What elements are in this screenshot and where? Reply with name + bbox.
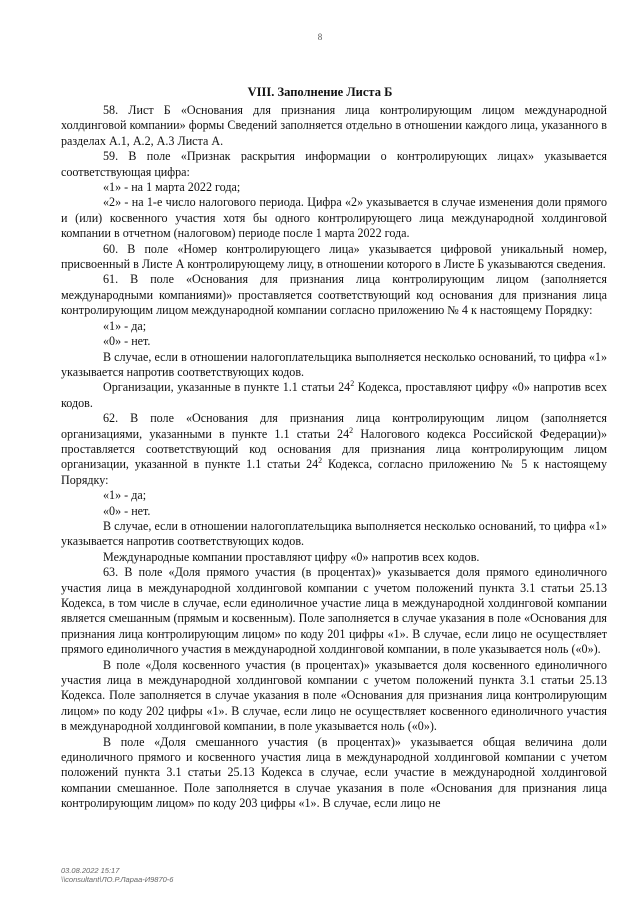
- paragraph-63: 63. В поле «Доля прямого участия (в процентах)» указывается доля прямого единоличного участия лица в международной холдинговой компании с учетом положений пункта 3.1 статьи 25.13 Кодекса, в том числе в случае, если единоличное участие лица в международной холдинговой компании является смешанным (прямым и косвенным). Поле заполняется в случае указания в поле «Основания для признания лица контролирующим лицом» по коду 201 цифры «1». В случае, если лицо не осуществляет прямого единоличного участия в международной холдинговой компании, в поле указывается ноль («0»).: [61, 565, 607, 657]
- paragraph-61-note-2: [61, 380, 607, 411]
- document-body: [61, 103, 607, 812]
- paragraph-63-indirect: В поле «Доля косвенного участия (в процентах)» указывается доля косвенного единоличного участия лица в международной холдинговой компании с учетом положений пункта 3.1 статьи 25.13 Кодекса. Поле заполняется в случае указания в поле «Основания для признания лица контролирующим лицом» по коду 202 цифры «1». В случае, если лицо не осуществляет косвенного единоличного участия в международной холдинговой компании, в поле указывается ноль («0»).: [61, 657, 607, 734]
- superscript: 2: [349, 425, 354, 435]
- paragraph-61: 61. В поле «Основания для признания лица контролирующим лицом (заполняется международными компаниями)» проставляется соответствующий код основания для признания лица контролирующим лицом международной компании согласно приложению № 4 к настоящему Порядку:: [61, 272, 607, 318]
- page-number: 8: [317, 32, 323, 42]
- paragraph-62-text-b: Налогового кодекса Российской Федерации)» проставляется соответствующий код основания для признания лица контролирующим лицом организации, указанной в пункте 1.1 статьи 24: [61, 426, 607, 472]
- section-heading: VIII. Заполнение Листа Б: [247, 85, 393, 99]
- superscript: 2: [350, 379, 355, 389]
- paragraph-61-option-2: «0» - нет.: [103, 334, 151, 349]
- paragraph-62-note-1: В случае, если в отношении налогоплательщика выполняется несколько оснований, то цифра «1» указывается напротив соответствующих кодов.: [61, 518, 607, 549]
- footer-path: \\consultant\ЛО.Р.Лараа-И9870-6: [61, 875, 174, 884]
- paragraph-62-note-2: Международные компании проставляют цифру «0» напротив всех кодов.: [103, 549, 480, 564]
- paragraph-59: 59. В поле «Признак раскрытия информации о контролирующих лицах» указывается соответствующая цифра:: [61, 149, 607, 179]
- footer-timestamp: 03.08.2022 15:17: [61, 866, 120, 875]
- paragraph-62: [61, 411, 607, 488]
- superscript: 2: [318, 456, 323, 466]
- paragraph-60: 60. В поле «Номер контролирующего лица» указывается цифровой уникальный номер, присвоенный в Листе А контролирующему лицу, в отношении которого в Листе Б указываются сведения.: [61, 241, 607, 272]
- paragraph-59-option-1: «1» - на 1 марта 2022 года;: [103, 180, 241, 195]
- footer-stamp: [61, 866, 173, 884]
- paragraph-61-option-1: «1» - да;: [103, 318, 147, 333]
- paragraph-62-text-c: Кодекса, согласно приложению № 5 к настоящему Порядку:: [61, 457, 608, 487]
- paragraph-62-option-1: «1» - да;: [103, 488, 147, 503]
- paragraph-61-note-2-text-a: Организации, указанные в пункте 1.1 статьи 24: [103, 380, 351, 395]
- paragraph-63-mixed: В поле «Доля смешанного участия (в процентах)» указывается общая величина доли единоличного прямого и косвенного участия лица в международной холдинговой компании с учетом положений пункта 3.1 статьи 25.13 Кодекса в случае, если участие в международной холдинговой компании смешанное. Поле заполняется в случае указания в поле «Основания для признания лица контролирующим лицом» по коду 203 цифры «1». В случае, если лицо не: [61, 734, 607, 811]
- paragraph-62-option-2: «0» - нет.: [103, 503, 151, 518]
- paragraph-58: 58. Лист Б «Основания для признания лица контролирующим лицом международной холдинговой компании» формы Сведений заполняется отдельно в отношении каждого лица, указанного в разделах А.1, А.2, А.3 Листа А.: [61, 103, 607, 148]
- paragraph-59-option-2: «2» - на 1-е число налогового периода. Цифра «2» указывается в случае изменения доли прямого и (или) косвенного участия хотя бы одного контролирующего лица международной холдинговой компании в отчетном (налоговом) периоде после 1 марта 2022 года.: [61, 195, 607, 241]
- paragraph-61-note-1: В случае, если в отношении налогоплательщика выполняется несколько оснований, то цифра «1» указывается напротив соответствующих кодов.: [61, 349, 607, 379]
- paragraph-61-note-2-text-b: Кодекса, проставляют цифру «0» напротив всех кодов.: [61, 380, 607, 410]
- paragraph-62-text-a: 62. В поле «Основания для признания лица контролирующим лицом (заполняется организациями, указанными в пункте 1.1 статьи 24: [61, 411, 607, 441]
